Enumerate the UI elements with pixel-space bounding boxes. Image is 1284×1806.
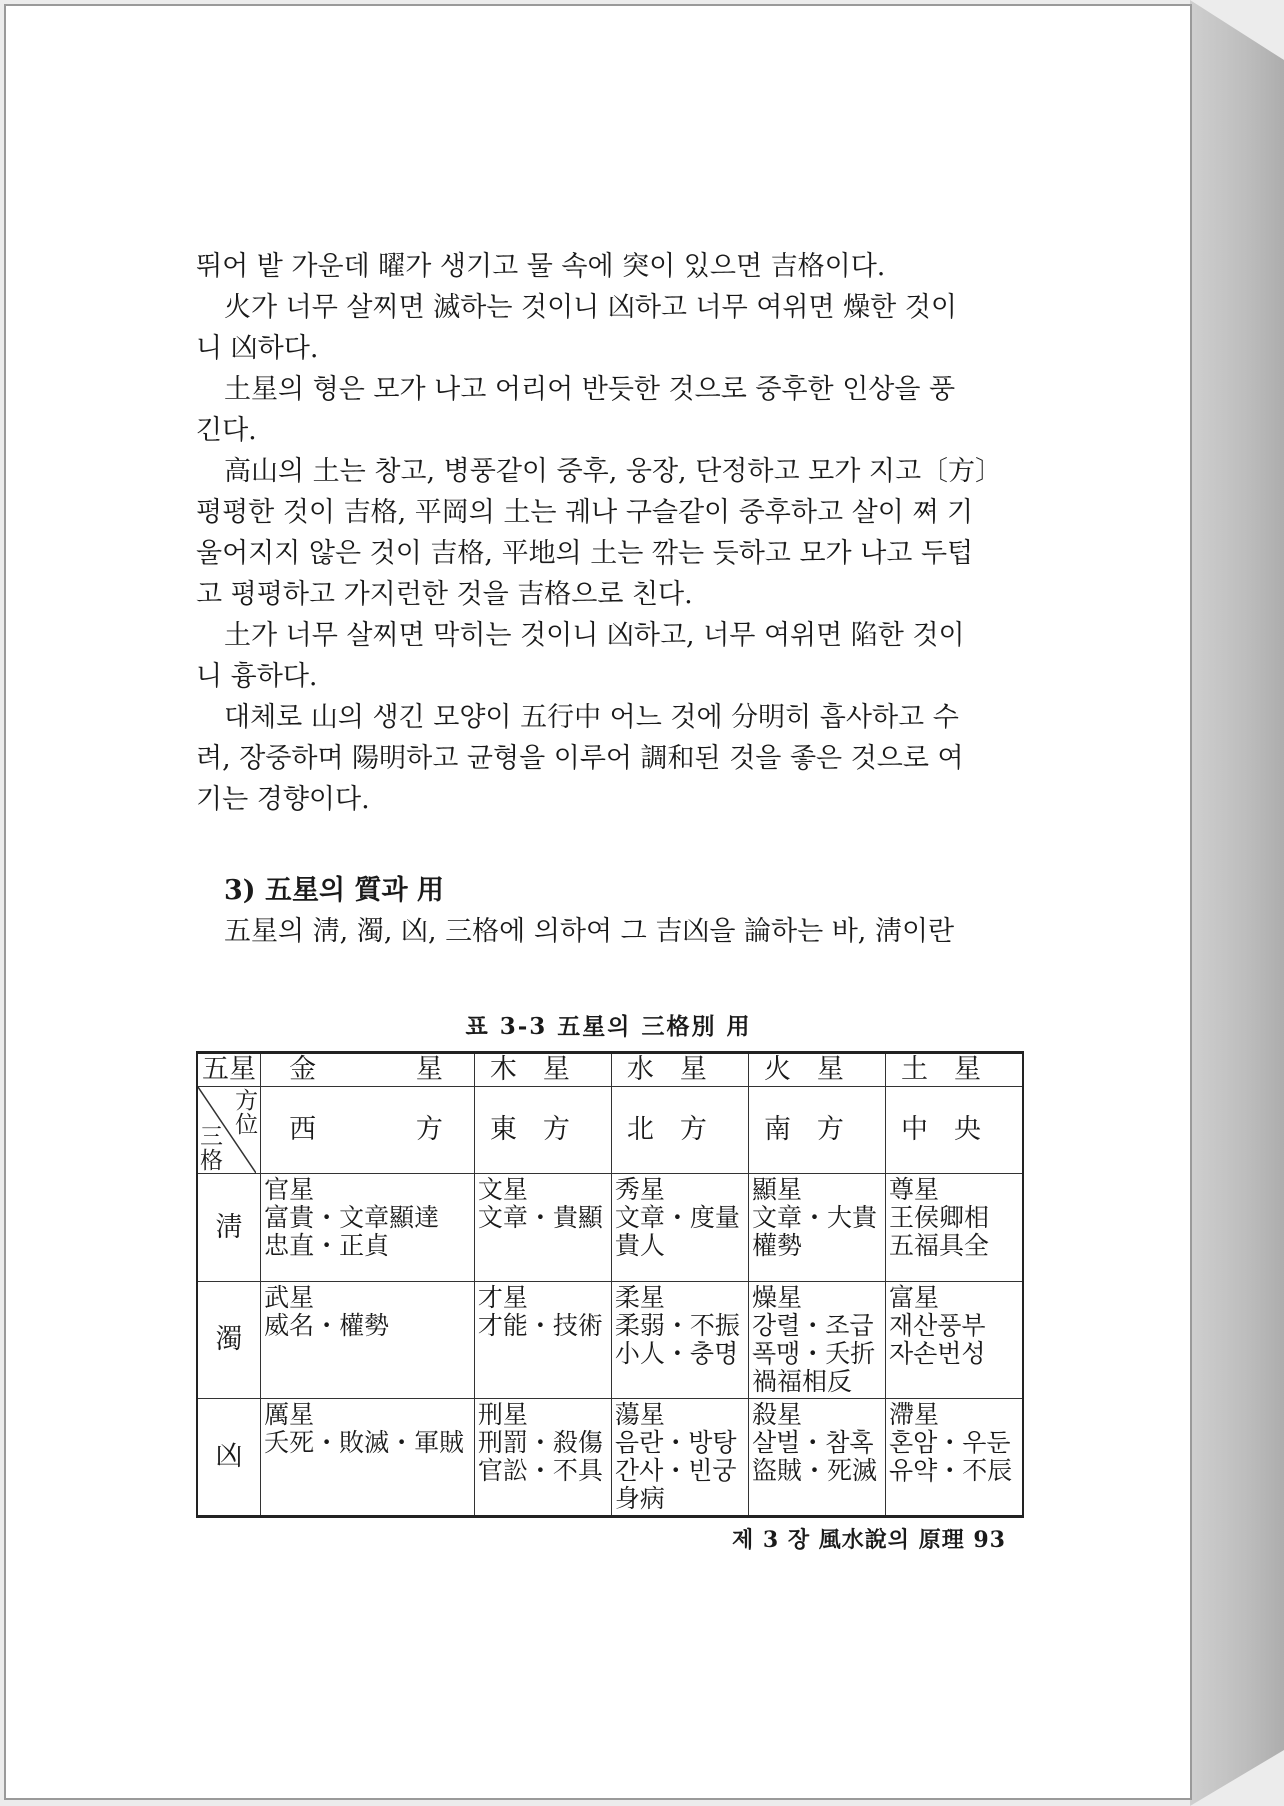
body-line: 려, 장중하며 陽明하고 균형을 이루어 調和된 것을 좋은 것으로 여 [196, 743, 964, 774]
book-page [4, 4, 1192, 1800]
header-star-wood: 木星 [474, 1053, 611, 1087]
table-cell: 文星 文章・貴顯 [474, 1174, 611, 1282]
header-star-metal-left: 金 [289, 1054, 317, 1085]
body-line: 고 평평하고 가지런한 것을 吉格으로 친다. [196, 579, 693, 610]
table-direction-row [197, 1087, 1023, 1174]
table-cell: 武星 威名・權勢 [261, 1282, 475, 1399]
header-star-fire: 火星 [748, 1053, 885, 1087]
table-header-row [197, 1053, 1023, 1087]
table-cell: 厲星 夭死・敗滅・軍賊 [261, 1399, 475, 1517]
table-cell: 殺星 살벌・참혹 盜賊・死滅 [748, 1399, 885, 1517]
table-cell: 柔星 柔弱・不振 小人・충명 [611, 1282, 748, 1399]
body-line: 평평한 것이 吉格, 平岡의 土는 궤나 구슬같이 중후하고 살이 쪄 기 [196, 497, 974, 528]
table-row [197, 1174, 1023, 1282]
body-line: 火가 너무 살찌면 滅하는 것이니 凶하고 너무 여위면 燥한 것이 [224, 292, 957, 323]
body-line: 高山의 土는 창고, 병풍같이 중후, 웅장, 단정하고 모가 지고〔方〕 [224, 456, 1003, 487]
body-line: 土星의 형은 모가 나고 어리어 반듯한 것으로 중후한 인상을 풍 [224, 374, 956, 405]
book-edge [1190, 0, 1284, 1806]
diag-bottom-label: 三 格 [200, 1124, 223, 1174]
direction-west-left: 西 [289, 1114, 317, 1145]
header-star-metal-right: 星 [415, 1054, 443, 1085]
table-cell: 顯星 文章・大貴 權勢 [748, 1174, 885, 1282]
body-line: 뛰어 밭 가운데 曜가 생기고 물 속에 突이 있으면 吉格이다. [196, 251, 886, 282]
diag-top-label: 方 位 [235, 1088, 259, 1138]
header-star-earth: 土星 [885, 1053, 1023, 1087]
row-label: 淸 [197, 1174, 261, 1282]
corner-label: 五星 [197, 1053, 261, 1087]
table-cell: 滯星 혼암・우둔 유약・不辰 [885, 1399, 1023, 1517]
direction-south: 南方 [748, 1087, 885, 1174]
body-line: 기는 경향이다. [196, 784, 370, 815]
direction-west [261, 1087, 475, 1174]
table-row [197, 1399, 1023, 1517]
row-label: 凶 [197, 1399, 261, 1517]
section-line: 五星의 淸, 濁, 凶, 三格에 의하여 그 吉凶을 論하는 바, 淸이란 [224, 916, 955, 947]
row-label: 濁 [197, 1282, 261, 1399]
body-line: 土가 너무 살찌면 막히는 것이니 凶하고, 너무 여위면 陷한 것이 [224, 620, 965, 651]
table-cell: 秀星 文章・度量 貴人 [611, 1174, 748, 1282]
body-text [196, 246, 1021, 952]
body-line: 울어지지 않은 것이 吉格, 平地의 土는 깎는 듯하고 모가 나고 두텁 [196, 538, 974, 569]
table-cell: 刑星 刑罰・殺傷 官訟・不具 [474, 1399, 611, 1517]
table-cell: 富星 재산풍부 자손번성 [885, 1282, 1023, 1399]
table-caption: 표 3-3 五星의 三格別 用 [465, 1013, 752, 1040]
table-cell: 蕩星 음란・방탕 간사・빈궁 身病 [611, 1399, 748, 1517]
section-title: 3) 五星의 質과 用 [224, 875, 444, 906]
direction-north: 北方 [611, 1087, 748, 1174]
direction-center: 中央 [885, 1087, 1023, 1174]
direction-west-right: 方 [415, 1114, 443, 1145]
body-line: 대체로 山의 생긴 모양이 五行中 어느 것에 分明히 흡사하고 수 [224, 702, 959, 733]
five-stars-table [196, 1051, 1024, 1518]
diagonal-header-cell [197, 1087, 261, 1174]
body-line: 니 흉하다. [196, 661, 318, 692]
direction-east: 東方 [474, 1087, 611, 1174]
table-cell: 燥星 강렬・조급 폭맹・夭折 禍福相反 [748, 1282, 885, 1399]
table-cell: 官星 富貴・文章顯達 忠直・正貞 [261, 1174, 475, 1282]
table-row [197, 1282, 1023, 1399]
body-line: 긴다. [196, 415, 257, 446]
header-star-metal [261, 1053, 475, 1087]
table-cell: 才星 才能・技術 [474, 1282, 611, 1399]
body-line: 니 凶하다. [196, 333, 319, 364]
page-folio: 제 3 장 風水說의 原理 93 [732, 1527, 1006, 1553]
table-cell: 尊星 王侯卿相 五福具全 [885, 1174, 1023, 1282]
header-star-water: 水星 [611, 1053, 748, 1087]
